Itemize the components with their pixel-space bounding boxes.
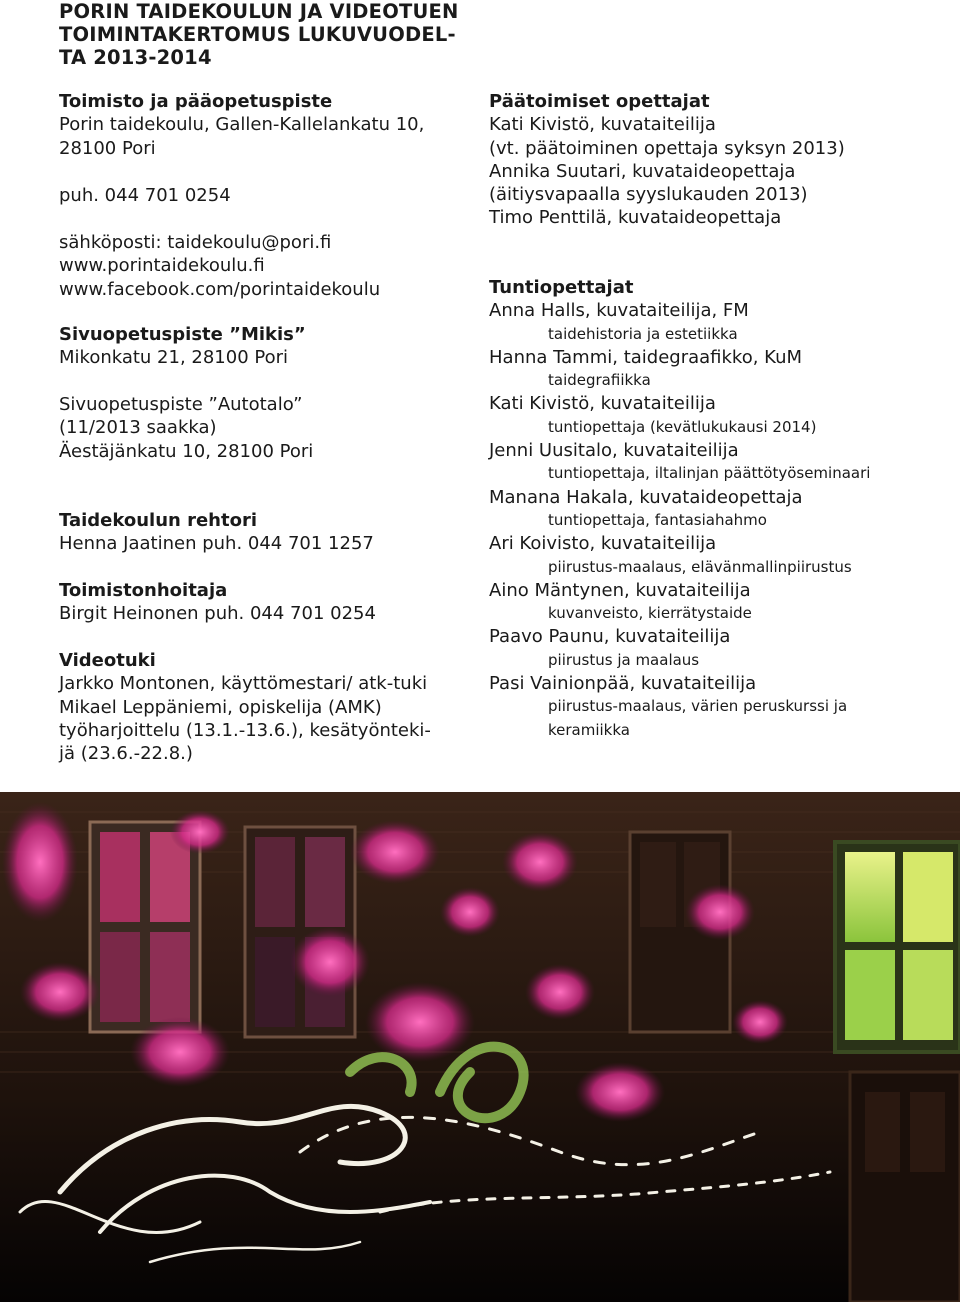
document-title — [59, 0, 479, 69]
email-text: sähköposti: taidekoulu@pori.ﬁ — [59, 232, 332, 253]
fulltime-heading: Päätoimiset opettajat — [489, 91, 710, 112]
teacher-subject: piirustus ja maalaus — [548, 650, 700, 669]
teacher-subject: kuvanveisto, kierrätystaide — [548, 604, 752, 623]
teacher-name: Anna Halls, kuvataiteilija, FM — [489, 300, 749, 322]
fulltime-line: Timo Penttilä, kuvataideopettaja — [489, 207, 782, 229]
fulltime-line: (äitiysvapaalla syyslukauden 2013) — [489, 184, 808, 206]
teacher-subject: taidegraﬁikka — [548, 371, 651, 390]
teacher-subject-cont: keramiikka — [548, 720, 630, 739]
website-link[interactable]: www.porintaidekoulu.ﬁ — [59, 255, 265, 277]
teacher-name: Manana Hakala, kuvataideopettaja — [489, 486, 803, 508]
videotuki-heading: Videotuki — [59, 650, 156, 671]
fulltime-line: Annika Suutari, kuvataideopettaja — [489, 160, 796, 182]
fulltime-section — [489, 90, 845, 230]
teacher-name: Hanna Tammi, taidegraaﬁkko, KuM — [489, 346, 803, 368]
teacher-subject: piirustus-maalaus, värien peruskurssi ja — [548, 697, 848, 716]
principal-text: Henna Jaatinen puh. 044 701 1257 — [59, 533, 374, 555]
secretary-section — [59, 579, 376, 626]
secretary-text: Birgit Heinonen puh. 044 701 0254 — [59, 603, 376, 625]
mikis-address: Mikonkatu 21, 28100 Pori — [59, 347, 289, 369]
videotuki-line: työharjoittelu (13.1.-13.6.), kesätyönteki- — [59, 719, 431, 741]
fulltime-line: Kati Kivistö, kuvataiteilija — [489, 114, 716, 136]
hourly-heading: Tuntiopettajat — [489, 277, 634, 298]
teacher-name: Kati Kivistö, kuvataiteilija — [489, 393, 716, 415]
secretary-heading: Toimistonhoitaja — [59, 580, 228, 601]
teacher-name: Ari Koivisto, kuvataiteilija — [489, 533, 717, 555]
autotalo-address: Äestäjänkatu 10, 28100 Pori — [59, 440, 314, 462]
title-line: TOIMINTAKERTOMUS LUKUVUODEL- — [59, 23, 456, 46]
teacher-name: Pasi Vainionpää, kuvataiteilija — [489, 673, 757, 695]
mikis-heading: Sivuopetuspiste ”Mikis” — [59, 324, 306, 345]
teacher-subject: piirustus-maalaus, elävänmallinpiirustus — [548, 557, 852, 576]
videotuki-section — [59, 649, 431, 765]
teacher-name: Jenni Uusitalo, kuvataiteilija — [489, 440, 739, 462]
autotalo-date: (11/2013 saakka) — [59, 417, 217, 439]
teacher-subject: taidehistoria ja estetiikka — [548, 324, 738, 343]
window-lit — [835, 842, 960, 1052]
title-line: TA 2013-2014 — [59, 46, 212, 69]
fulltime-line: (vt. päätoiminen opettaja syksyn 2013) — [489, 137, 845, 159]
principal-heading: Taidekoulun rehtori — [59, 510, 258, 531]
title-line: PORIN TAIDEKOULUN JA VIDEOTUEN — [59, 0, 459, 23]
door — [850, 1072, 960, 1302]
teacher-name: Paavo Paunu, kuvataiteilija — [489, 626, 731, 648]
phone-text: puh. 044 701 0254 — [59, 185, 231, 206]
videotuki-line: Jarkko Montonen, käyttömestari/ atk-tuki — [59, 673, 428, 695]
principal-section — [59, 509, 374, 556]
teacher-name: Aino Mäntynen, kuvataiteilija — [489, 579, 751, 601]
window-left — [90, 822, 200, 1032]
office-phone — [59, 184, 231, 207]
autotalo-section — [59, 393, 313, 463]
office-address: Porin taidekoulu, Gallen-Kallelankatu 10, — [59, 114, 425, 136]
teacher-subject: tuntiopettaja, iltalinjan päättötyöseminaari — [548, 464, 871, 483]
videotuki-line: jä (23.6.-22.8.) — [59, 743, 193, 765]
office-section — [59, 90, 424, 160]
mikis-section — [59, 323, 306, 370]
hourly-section — [489, 276, 870, 742]
teacher-subject: tuntiopettaja (kevätlukukausi 2014) — [548, 417, 817, 436]
teacher-subject: tuntiopettaja, fantasiahahmo — [548, 510, 767, 529]
office-contacts — [59, 231, 380, 301]
office-address: 28100 Pori — [59, 137, 156, 159]
autotalo-heading: Sivuopetuspiste ”Autotalo” — [59, 394, 303, 415]
videotuki-line: Mikael Leppäniemi, opiskelija (AMK) — [59, 696, 382, 718]
office-heading: Toimisto ja pääopetuspiste — [59, 91, 333, 112]
light-art-photo — [0, 792, 960, 1302]
facebook-link[interactable]: www.facebook.com/porintaidekoulu — [59, 278, 381, 300]
